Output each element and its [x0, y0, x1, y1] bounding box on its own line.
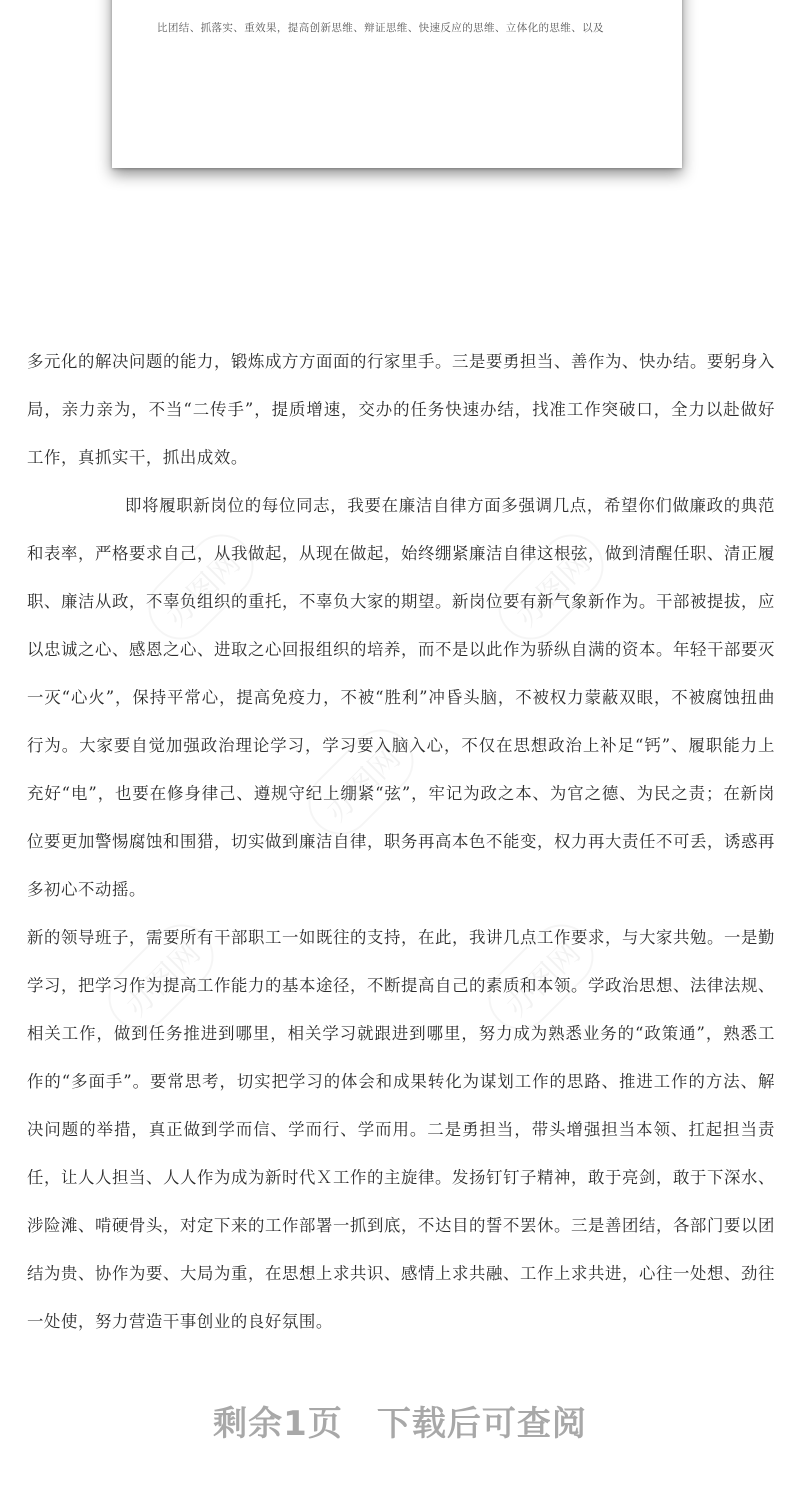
watermark-logo: 办图网	[95, 911, 227, 1043]
watermark-logo: 办图网	[135, 521, 267, 653]
download-hint-label: 下载后可查阅	[376, 1404, 587, 1444]
watermark-logo: 办图网	[485, 521, 617, 653]
paragraph: 多元化的解决问题的能力，锻炼成方方面面的行家里手。三是要勇担当、善作为、快办结。要躬身入局，亲力亲为，不当“二传手”，提质增速，交办的任务快速办结，找准工作突破口，全力以赴做好工作，真抓实干，抓出成效。	[27, 352, 775, 467]
preview-text-line	[157, 0, 647, 1]
document-body	[27, 338, 775, 1346]
paragraph: 新的领导班子，需要所有干部职工一如既往的支持，在此，我讲几点工作要求，与大家共勉。一是勤学习，把学习作为提高工作能力的基本途径，不断提高自己的素质和本领。学政治思想、法律法规、相关工作，做到任务推进到哪里，相关学习就跟进到哪里，努力成为熟悉业务的“政策通”，熟悉工作的“多面手”。要常思考，切实把学习的体会和成果转化为谋划工作的思路、推进工作的方法、解决问题的举措，真正做到学而信、学而行、学而用。二是勇担当，带头增强担当本领、扛起担当责任，让人人担当、人人作为成为新时代Ｘ工作的主旋律。发扬钉钉子精神，敢于亮剑，敢于下深水、涉险滩、啃硬骨头，对定下来的工作部署一抓到底，不达目的誓不罢休。三是善团结，各部门要以团结为贵、协作为要、大局为重，在思想上求共识、感情上求共融、工作上求共进，心往一处想、劲往一处使，努力营造干事创业的良好氛围。	[27, 928, 775, 1331]
watermark-logo: 办图网	[295, 716, 427, 848]
paragraph: 即将履职新岗位的每位同志，我要在廉洁自律方面多强调几点，希望你们做廉政的典范和表率，严格要求自己，从我做起，从现在做起，始终绷紧廉洁自律这根弦，做到清醒任职、清正履职、廉洁从政，不辜负组织的重托，不辜负大家的期望。新岗位要有新气象新作为。干部被提拔，应以忠诚之心、感恩之心、进取之心回报组织的培养，而不是以此作为骄纵自满的资本。年轻干部要灭一灭“心火”，保持平常心，提高免疫力，不被“胜利”冲昏头脑，不被权力蒙蔽双眼，不被腐蚀扭曲行为。大家要自觉加强政治理论学习，学习要入脑入心，不仅在思想政治上补足“钙”、履职能力上充好“电”，也要在修身律己、遵规守纪上绷紧“弦”，牢记为政之本、为官之德、为民之责；在新岗位要更加警惕腐蚀和围猎，切实做到廉洁自律，职务再高本色不能变，权力再大责任不可丢，诱惑再多初心不动摇。	[27, 496, 775, 899]
remaining-pages-label: 剩余1页	[213, 1404, 343, 1444]
preview-text-line: 比团结、抓落实、重效果，提高创新思维、辩证思维、快速反应的思维、立体化的思维、以及	[157, 22, 604, 34]
document-preview-card	[112, 0, 682, 168]
watermark-logo: 办图网	[475, 911, 607, 1043]
download-notice[interactable]	[0, 1396, 800, 1445]
